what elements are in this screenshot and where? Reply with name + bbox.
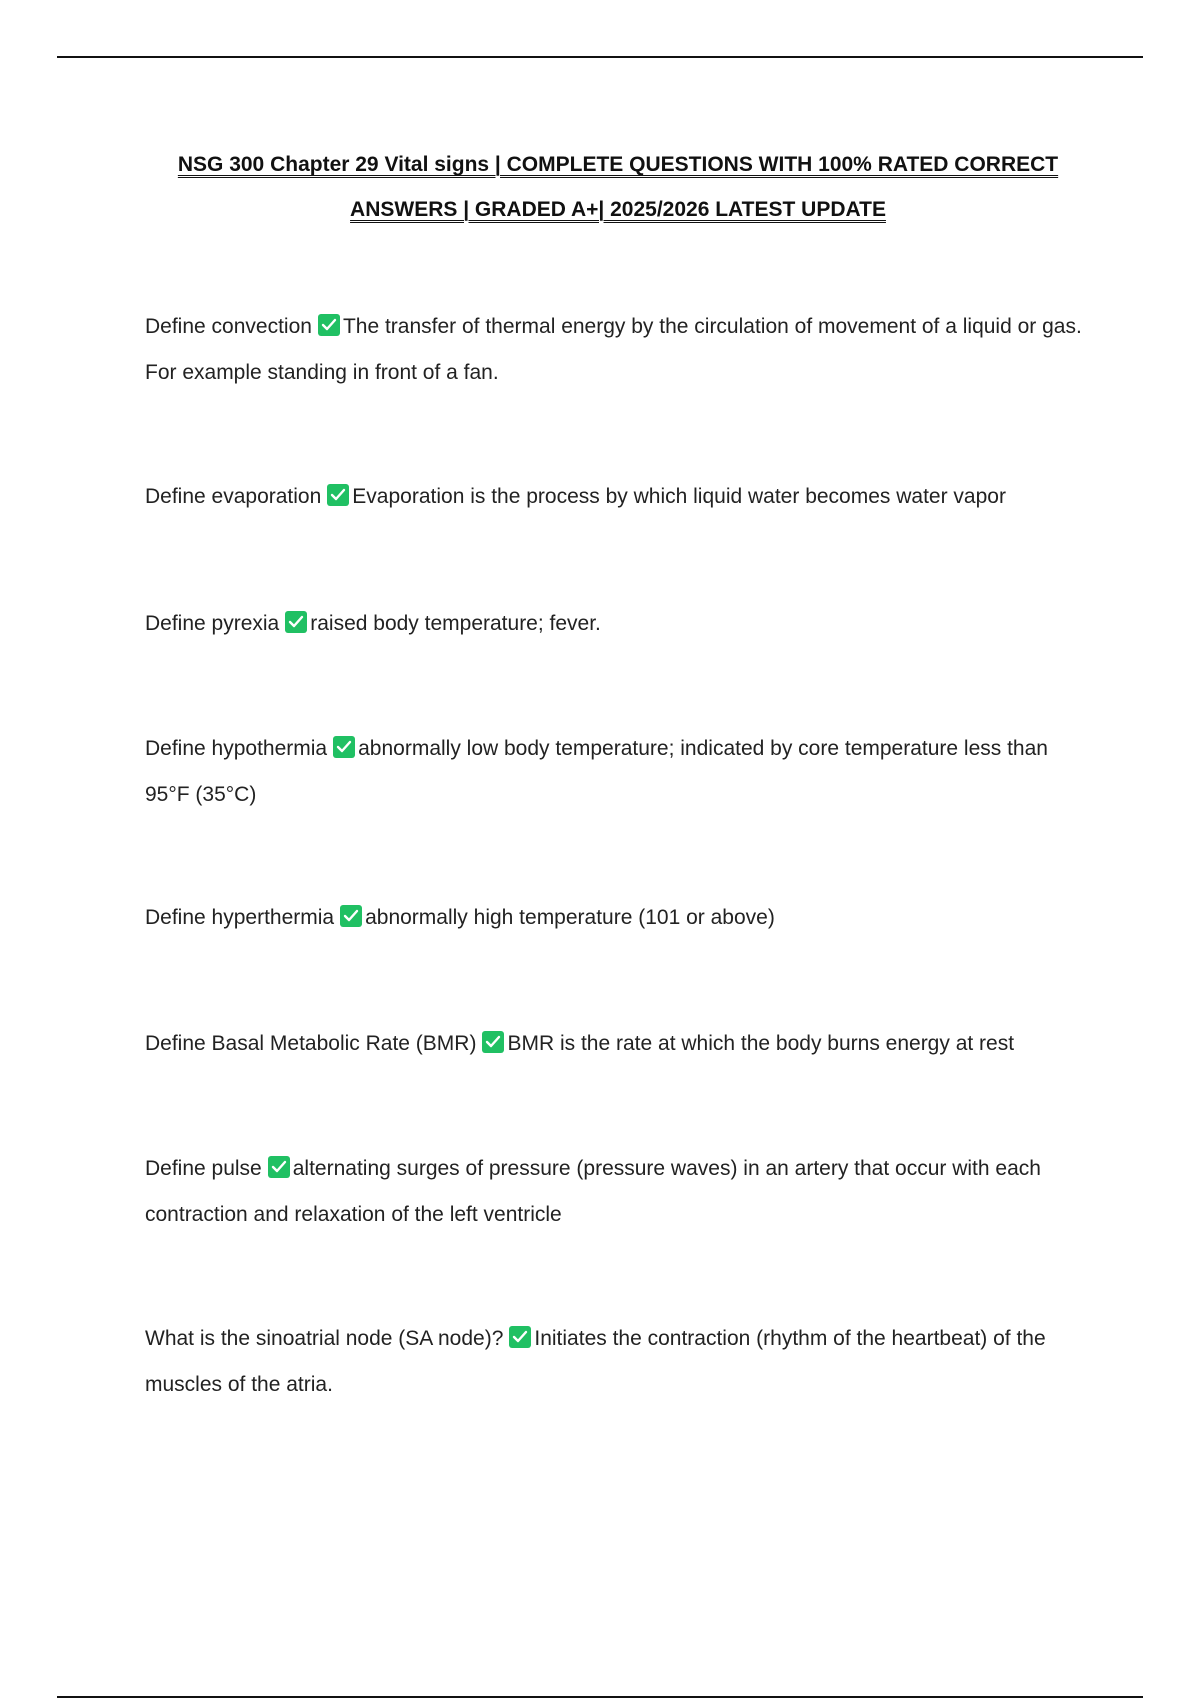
qa-item-bmr xyxy=(145,1021,1090,1067)
check-mark-icon xyxy=(333,736,355,758)
check-mark-icon xyxy=(509,1326,531,1348)
top-rule xyxy=(57,56,1143,58)
check-mark-icon xyxy=(327,484,349,506)
check-mark-icon xyxy=(268,1156,290,1178)
document-title xyxy=(120,142,1116,232)
question-text: What is the sinoatrial node (SA node)? xyxy=(145,1327,504,1350)
question-text: Define pyrexia xyxy=(145,612,280,635)
answer-text: abnormally high temperature (101 or above) xyxy=(365,906,775,929)
title-line-2: ANSWERS | GRADED A+| 2025/2026 LATEST UPDATE xyxy=(350,198,886,221)
check-mark-icon xyxy=(340,905,362,927)
question-text: Define Basal Metabolic Rate (BMR) xyxy=(145,1032,477,1055)
answer-text: raised body temperature; fever. xyxy=(310,612,601,635)
question-text: Define convection xyxy=(145,315,312,338)
qa-item-hypothermia xyxy=(145,726,1090,818)
answer-text: Initiates the contraction (rhythm of the heartbeat) of the muscles of the atria. xyxy=(145,1327,1046,1396)
qa-item-pulse xyxy=(145,1146,1090,1238)
title-line-1: NSG 300 Chapter 29 Vital signs | COMPLETE QUESTIONS WITH 100% RATED CORRECT xyxy=(177,153,1059,176)
qa-item-evaporation xyxy=(145,474,1090,520)
qa-item-sa-node xyxy=(145,1316,1090,1408)
qa-item-convection xyxy=(145,304,1090,396)
check-mark-icon xyxy=(482,1031,504,1053)
question-text: Define pulse xyxy=(145,1157,262,1180)
check-mark-icon xyxy=(318,314,340,336)
qa-item-hyperthermia xyxy=(145,895,1090,941)
answer-text: abnormally low body temperature; indicated by core temperature less than 95°F (35°C) xyxy=(145,737,1048,806)
answer-text: The transfer of thermal energy by the circulation of movement of a liquid or gas. For example standing in front of a fan. xyxy=(145,315,1082,384)
question-text: Define hyperthermia xyxy=(145,906,335,929)
answer-text: alternating surges of pressure (pressure waves) in an artery that occur with each contraction and relaxation of the left ventricle xyxy=(145,1157,1041,1226)
answer-text: BMR is the rate at which the body burns energy at rest xyxy=(507,1032,1015,1055)
answer-text: Evaporation is the process by which liquid water becomes water vapor xyxy=(352,485,1006,508)
question-text: Define evaporation xyxy=(145,485,322,508)
bottom-rule xyxy=(57,1696,1143,1698)
qa-item-pyrexia xyxy=(145,601,1090,647)
question-text: Define hypothermia xyxy=(145,737,328,760)
check-mark-icon xyxy=(285,611,307,633)
